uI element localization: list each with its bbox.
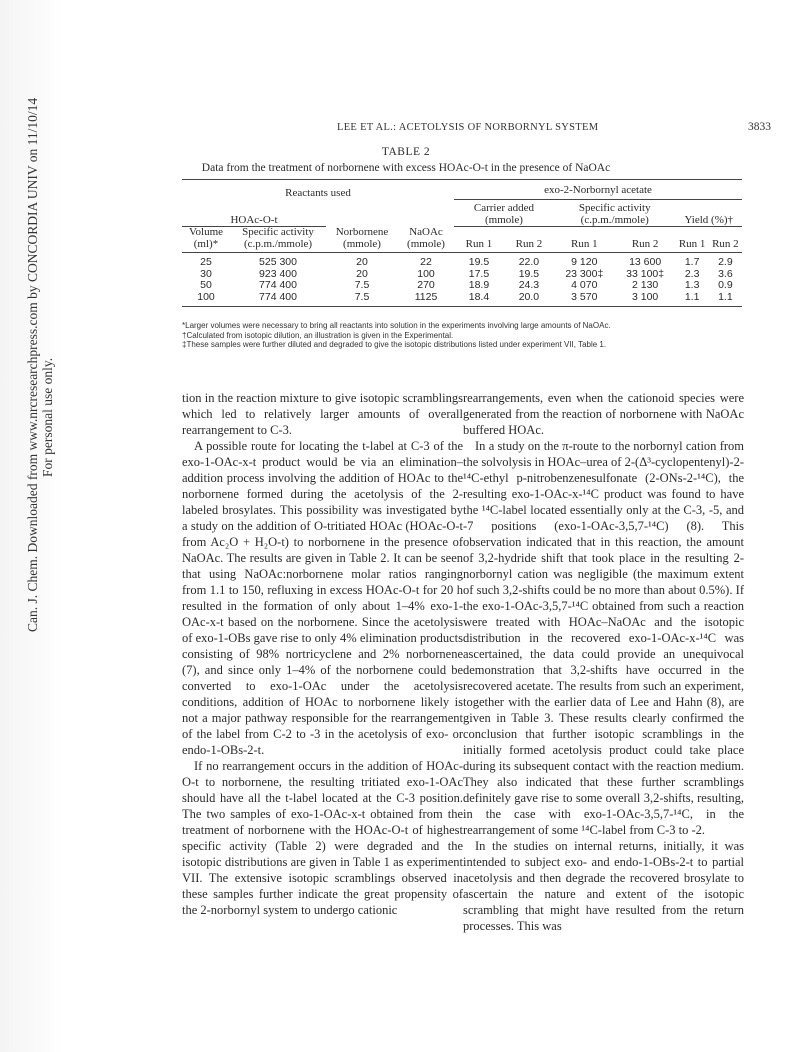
table-cell: 1.7 [684,256,700,268]
table-cell: 20.0 [504,292,554,307]
header-hoac: HOAc-O-t [182,200,326,227]
table-cell: 923 400 [259,267,297,280]
table-cell: 525 300 [259,256,297,268]
body-column-left [182,390,463,918]
paragraph: If no rearrangement occurs in the addition of HOAc-O-t to norbornene, the resulting tritiated exo-1-OAc should have all the t-label located at the C-3 position. The two samples of exo-1-OAc-x-t obtained from the treatment of norbornene with the HOAc-O-t of highest specific activity (Table 2) were degraded and the isotopic distributions are given in Table 1 as experiment VII. The extensive isotopic scramblings observed in these samples further indicate the great propensity of the 2-norbornyl system to undergo cationic [182,759,463,917]
table-cell: 4 070 [571,279,598,291]
table-cell: 1.1 [676,292,709,307]
running-head: LEE ET AL.: ACETOLYSIS OF NORBORNYL SYSTEM [337,122,599,133]
table-caption: Data from the treatment of norbornene with excess HOAc-O-t in the presence of NaOAc [201,162,611,174]
table-cell: 1.1 [709,292,742,307]
table-cell: 20 [356,256,368,268]
table-cell: 774 400 [259,279,297,291]
table-header-row-columns [182,227,742,253]
col-run2: Run 2 [615,227,676,253]
table-row [182,292,742,307]
table-cell: 3 570 [554,292,615,307]
paragraph: In a study on the π-route to the norbornyl cation from the solvolysis in HOAc–urea of 2-(Δ³-cyclopentenyl)-2-¹⁴C-ethyl p-nitrobenzenesulfonate (2-ONs-2-¹⁴C), the resulting exo-1-OAc-x-¹⁴C product was found to have the ¹⁴C-label located essentially only at the C-3, -5, and -7 positions (exo-1-OAc-3,5,7-¹⁴C) (8). This observation indicated that in this reaction, the amount of 3,2-hydride shift that took place in the resulting 2-norbornyl cation was negligible (the maximum extent of such 3,2-shifts could be no more than about 0.5%). If the exo-1-OAc-3,5,7-¹⁴C obtained from such a reaction were treated with HOAc–NaOAc and the isotopic distribution in the recovered exo-1-OAc-x-¹⁴C was ascertained, the data could provide an unequivocal demonstration that 3,2-shifts have occurred in the recovered acetate. The results from such an experiment, together with the earlier data of Lee and Hahn (8), are given in Table 3. These results clearly confirmed the conclusion that further isotopic scramblings in the initially formed acetolysis product could take place during its subsequent contact with the reaction medium. They also indicated that these further scramblings definitely gave rise to some overall 3,2-shifts, resulting, in the case with exo-1-OAc-3,5,7-¹⁴C, in the rearrangement of some ¹⁴C-label from C-3 to -2. [463,439,744,837]
table-cell: 3.6 [718,267,733,280]
footnote-volume: *Larger volumes were necessary to bring all reactants into solution in the experiments involving large amounts of NaOAc. [182,321,611,330]
col-run2: Run 2 [709,227,742,253]
table-cell: 7.5 [354,279,370,291]
paragraph: A possible route for locating the t-label at C-3 of the exo-1-OAc-x-t product would be via an elimination–addition process involving the addition of HOAc to the norbornene formed during the acetolysis of the 2-labeled brosylates. This possibility was investigated by a study on the addition of O-tritiated HOAc (HOAc-O-t from Ac₂O + H₂O-t) to norbornene in the presence of NaOAc. The results are given in Table 2. It can be seen that using NaOAc:norbornene molar ratios ranging from 1.1 to 150, refluxing in excess HOAc-O-t for 20 h resulted in the formation of only about 1–4% exo-1-OAc-x-t based on the norbornene. Since the acetolysis of exo-1-OBs gave rise to only 4% elimination products consisting of 98% nortricyclene and 2% norbornene (7), and since only 1–4% of the norbornene could be converted to exo-1-OAc under the acetolysis conditions, addition of HOAc to norbornene likely is not a major pathway responsible for the rearrangement of the label from C-2 to -3 in the acetolysis of exo- or endo-1-OBs-2-t. [182,439,463,757]
col-run1: Run 1 [554,227,615,253]
table-cell: 22 [420,256,432,268]
table-header-row-subgroups [182,200,742,227]
data-table [182,179,742,307]
table-cell: 22.0 [518,256,540,268]
table-cell: 100 [417,267,435,280]
table-cell: 2.3 [684,267,700,280]
table-cell: 2.9 [718,256,733,268]
table-cell: 17.5 [468,267,490,280]
col-spec-activity: Specific activity (c.p.m./mmole) [230,227,326,253]
table-cell: 19.5 [518,267,540,280]
table-cell: 2 130 [631,279,659,291]
table-cell: 33 100‡ [626,267,665,280]
table-header-row-groups [182,180,742,200]
table-cell: 1.3 [684,279,700,291]
table-cell: 25 [200,256,212,268]
table-row [182,280,742,292]
table-cell: 7.5 [326,292,398,307]
table-cell: 19.5 [468,256,490,268]
header-specific-activity: Specific activity (c.p.m./mmole) [554,200,676,227]
col-run1: Run 1 [454,227,504,253]
download-watermark-line1: Can. J. Chem. Downloaded from www.nrcresearchpress.com by CONCORDIA UNIV on 11/10/14 [25,97,40,632]
table-cell: 9 120 [571,256,598,268]
paragraph: In the studies on internal returns, initially, it was intended to subject exo- and endo-1-OBs-2-t to partial acetolysis and then degrade the recovered brosylate to ascertain the nature and extent of the isotopic scrambling that might have resulted from the return processes. This was [463,839,744,933]
header-yield: Yield (%)† [676,200,742,227]
table-cell: 23 300‡ [565,267,604,280]
page-number: 3833 [748,121,771,133]
download-watermark-line2: For personal use only. [40,357,55,477]
table-cell: 3 100 [615,292,676,307]
footnote-samples: ‡These samples were further diluted and degraded to give the isotopic distributions listed under experiment VII, Table 1. [182,340,607,349]
col-norbornene: Norbornene (mmole) [326,227,398,253]
table-cell: 18.9 [468,279,490,291]
table-cell: 30 [200,267,212,280]
paragraph: rearrangements, even when the cationoid species were generated from the reaction of norbornene with NaOAc buffered HOAc. [463,391,744,437]
table-cell: 50 [200,279,212,291]
table-cell: 24.3 [518,279,540,291]
table-cell: 20 [356,267,368,280]
table-footnotes [182,321,742,350]
header-reactants-used: Reactants used [182,180,454,200]
download-watermark [25,98,55,632]
col-volume: Volume (ml)* [182,227,230,253]
table-cell: 0.9 [718,279,733,291]
table-cell: 100 [182,292,230,307]
table-cell: 18.4 [454,292,504,307]
col-naoac: NaOAc (mmole) [398,227,454,253]
col-run2: Run 2 [504,227,554,253]
header-norbornyl-acetate: exo-2-Norbornyl acetate [454,180,742,200]
table-label: TABLE 2 [381,146,431,158]
table-cell: 13 600 [629,256,662,268]
table-cell: 774 400 [230,292,326,307]
paragraph: tion in the reaction mixture to give isotopic scramblings which led to relatively larger amounts of overall rearrangement to C-3. [182,391,463,437]
header-carrier-added: Carrier added (mmole) [454,200,554,227]
col-run1: Run 1 [676,227,709,253]
footnote-yield: †Calculated from isotopic dilution, an illustration is given in the Experimental. [182,330,454,340]
table-cell: 1125 [398,292,454,307]
body-column-right [463,390,744,934]
table-row [182,253,742,269]
table-cell: 270 [417,279,435,291]
